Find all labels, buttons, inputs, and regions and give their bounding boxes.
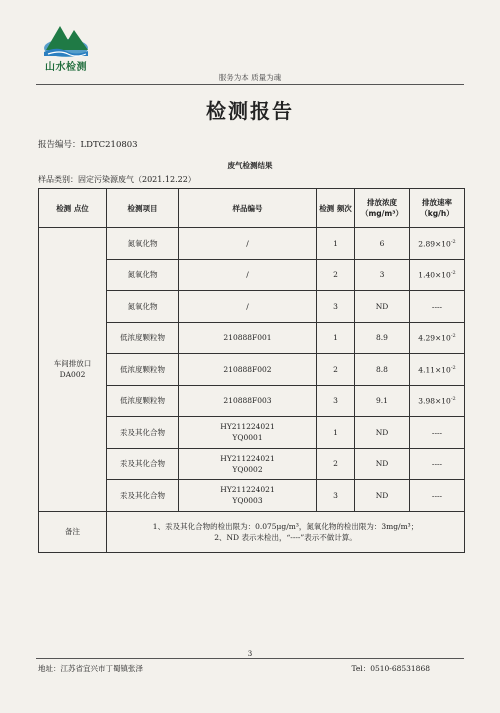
- item-cell: 氮氧化物: [107, 259, 179, 291]
- sample-cell: /: [179, 291, 317, 323]
- item-cell: 低浓度颗粒物: [107, 322, 179, 354]
- item-cell: 汞及其化合物: [107, 480, 179, 512]
- item-cell: 低浓度颗粒物: [107, 385, 179, 417]
- section-title: 废气检测结果: [227, 161, 273, 170]
- sample-cell: HY211224021 YQ0002: [179, 448, 317, 480]
- sample-cell: HY211224021 YQ0001: [179, 417, 317, 449]
- item-cell: 低浓度颗粒物: [107, 354, 179, 386]
- freq-cell: 2: [317, 354, 355, 386]
- freq-cell: 1: [317, 417, 355, 449]
- sample-cell: 210888F001: [179, 322, 317, 354]
- rate-cell: ----: [410, 448, 465, 480]
- footer-address: 地址：江苏省宜兴市丁蜀镇张泽: [38, 664, 143, 673]
- freq-cell: 1: [317, 322, 355, 354]
- mountain-water-logo-icon: [38, 18, 94, 60]
- freq-cell: 3: [317, 291, 355, 323]
- rate-cell: $2.89\times 10^{-2}$: [410, 228, 465, 260]
- rate-cell: $1.40\times 10^{-2}$: [410, 259, 465, 291]
- remarks-label: 备注: [39, 511, 107, 552]
- company-motto: 服务为本 质量为魂: [218, 73, 282, 82]
- sample-cell: /: [179, 259, 317, 291]
- conc-cell: ND: [355, 417, 410, 449]
- rate-cell: $3.98\times 10^{-2}$: [410, 385, 465, 417]
- header-location: 检测 点位: [39, 189, 107, 228]
- freq-cell: 2: [317, 259, 355, 291]
- page-title: 检测报告: [206, 99, 294, 123]
- conc-cell: 9.1: [355, 385, 410, 417]
- footer-tel: Tel：0510-68531868: [351, 664, 430, 673]
- location-cell: 车间排放口 DA002: [39, 228, 107, 512]
- freq-cell: 3: [317, 385, 355, 417]
- sample-type: 样品类别：固定污染源废气（2021.12.22）: [38, 175, 196, 184]
- header-frequency: 检测 频次: [317, 189, 355, 228]
- conc-cell: ND: [355, 448, 410, 480]
- remarks-text: 1、汞及其化合物的检出限为：0.075μg/m³，氮氧化物的检出限为：3mg/m³； 2、ND 表示未检出，“----”表示不做计算。: [107, 511, 465, 552]
- footer-divider: [36, 658, 464, 659]
- rate-cell: ----: [410, 480, 465, 512]
- conc-cell: 3: [355, 259, 410, 291]
- rate-cell: $4.29\times 10^{-2}$: [410, 322, 465, 354]
- rate-cell: ----: [410, 417, 465, 449]
- page-number: 3: [247, 650, 253, 658]
- conc-cell: ND: [355, 480, 410, 512]
- rate-cell: ----: [410, 291, 465, 323]
- item-cell: 汞及其化合物: [107, 448, 179, 480]
- conc-cell: 6: [355, 228, 410, 260]
- header-rate: 排放速率 （kg/h）: [410, 189, 465, 228]
- header-divider: [36, 84, 464, 85]
- logo-text: 山水检测: [45, 62, 87, 73]
- sample-cell: 210888F003: [179, 385, 317, 417]
- sample-cell: HY211224021 YQ0003: [179, 480, 317, 512]
- conc-cell: 8.8: [355, 354, 410, 386]
- conc-cell: 8.9: [355, 322, 410, 354]
- table-row: [39, 228, 465, 260]
- freq-cell: 3: [317, 480, 355, 512]
- header-sample-no: 样品编号: [179, 189, 317, 228]
- sample-cell: /: [179, 228, 317, 260]
- header-concentration: 排放浓度 （mg/m³）: [355, 189, 410, 228]
- results-table: [38, 188, 465, 553]
- freq-cell: 1: [317, 228, 355, 260]
- conc-cell: ND: [355, 291, 410, 323]
- sample-cell: 210888F002: [179, 354, 317, 386]
- table-header-row: [39, 189, 465, 228]
- report-number: 报告编号：LDTC210803: [38, 140, 138, 150]
- item-cell: 氮氧化物: [107, 228, 179, 260]
- freq-cell: 2: [317, 448, 355, 480]
- header-item: 检测项目: [107, 189, 179, 228]
- item-cell: 氮氧化物: [107, 291, 179, 323]
- rate-cell: $4.11\times 10^{-2}$: [410, 354, 465, 386]
- remarks-row: [39, 511, 465, 552]
- item-cell: 汞及其化合物: [107, 417, 179, 449]
